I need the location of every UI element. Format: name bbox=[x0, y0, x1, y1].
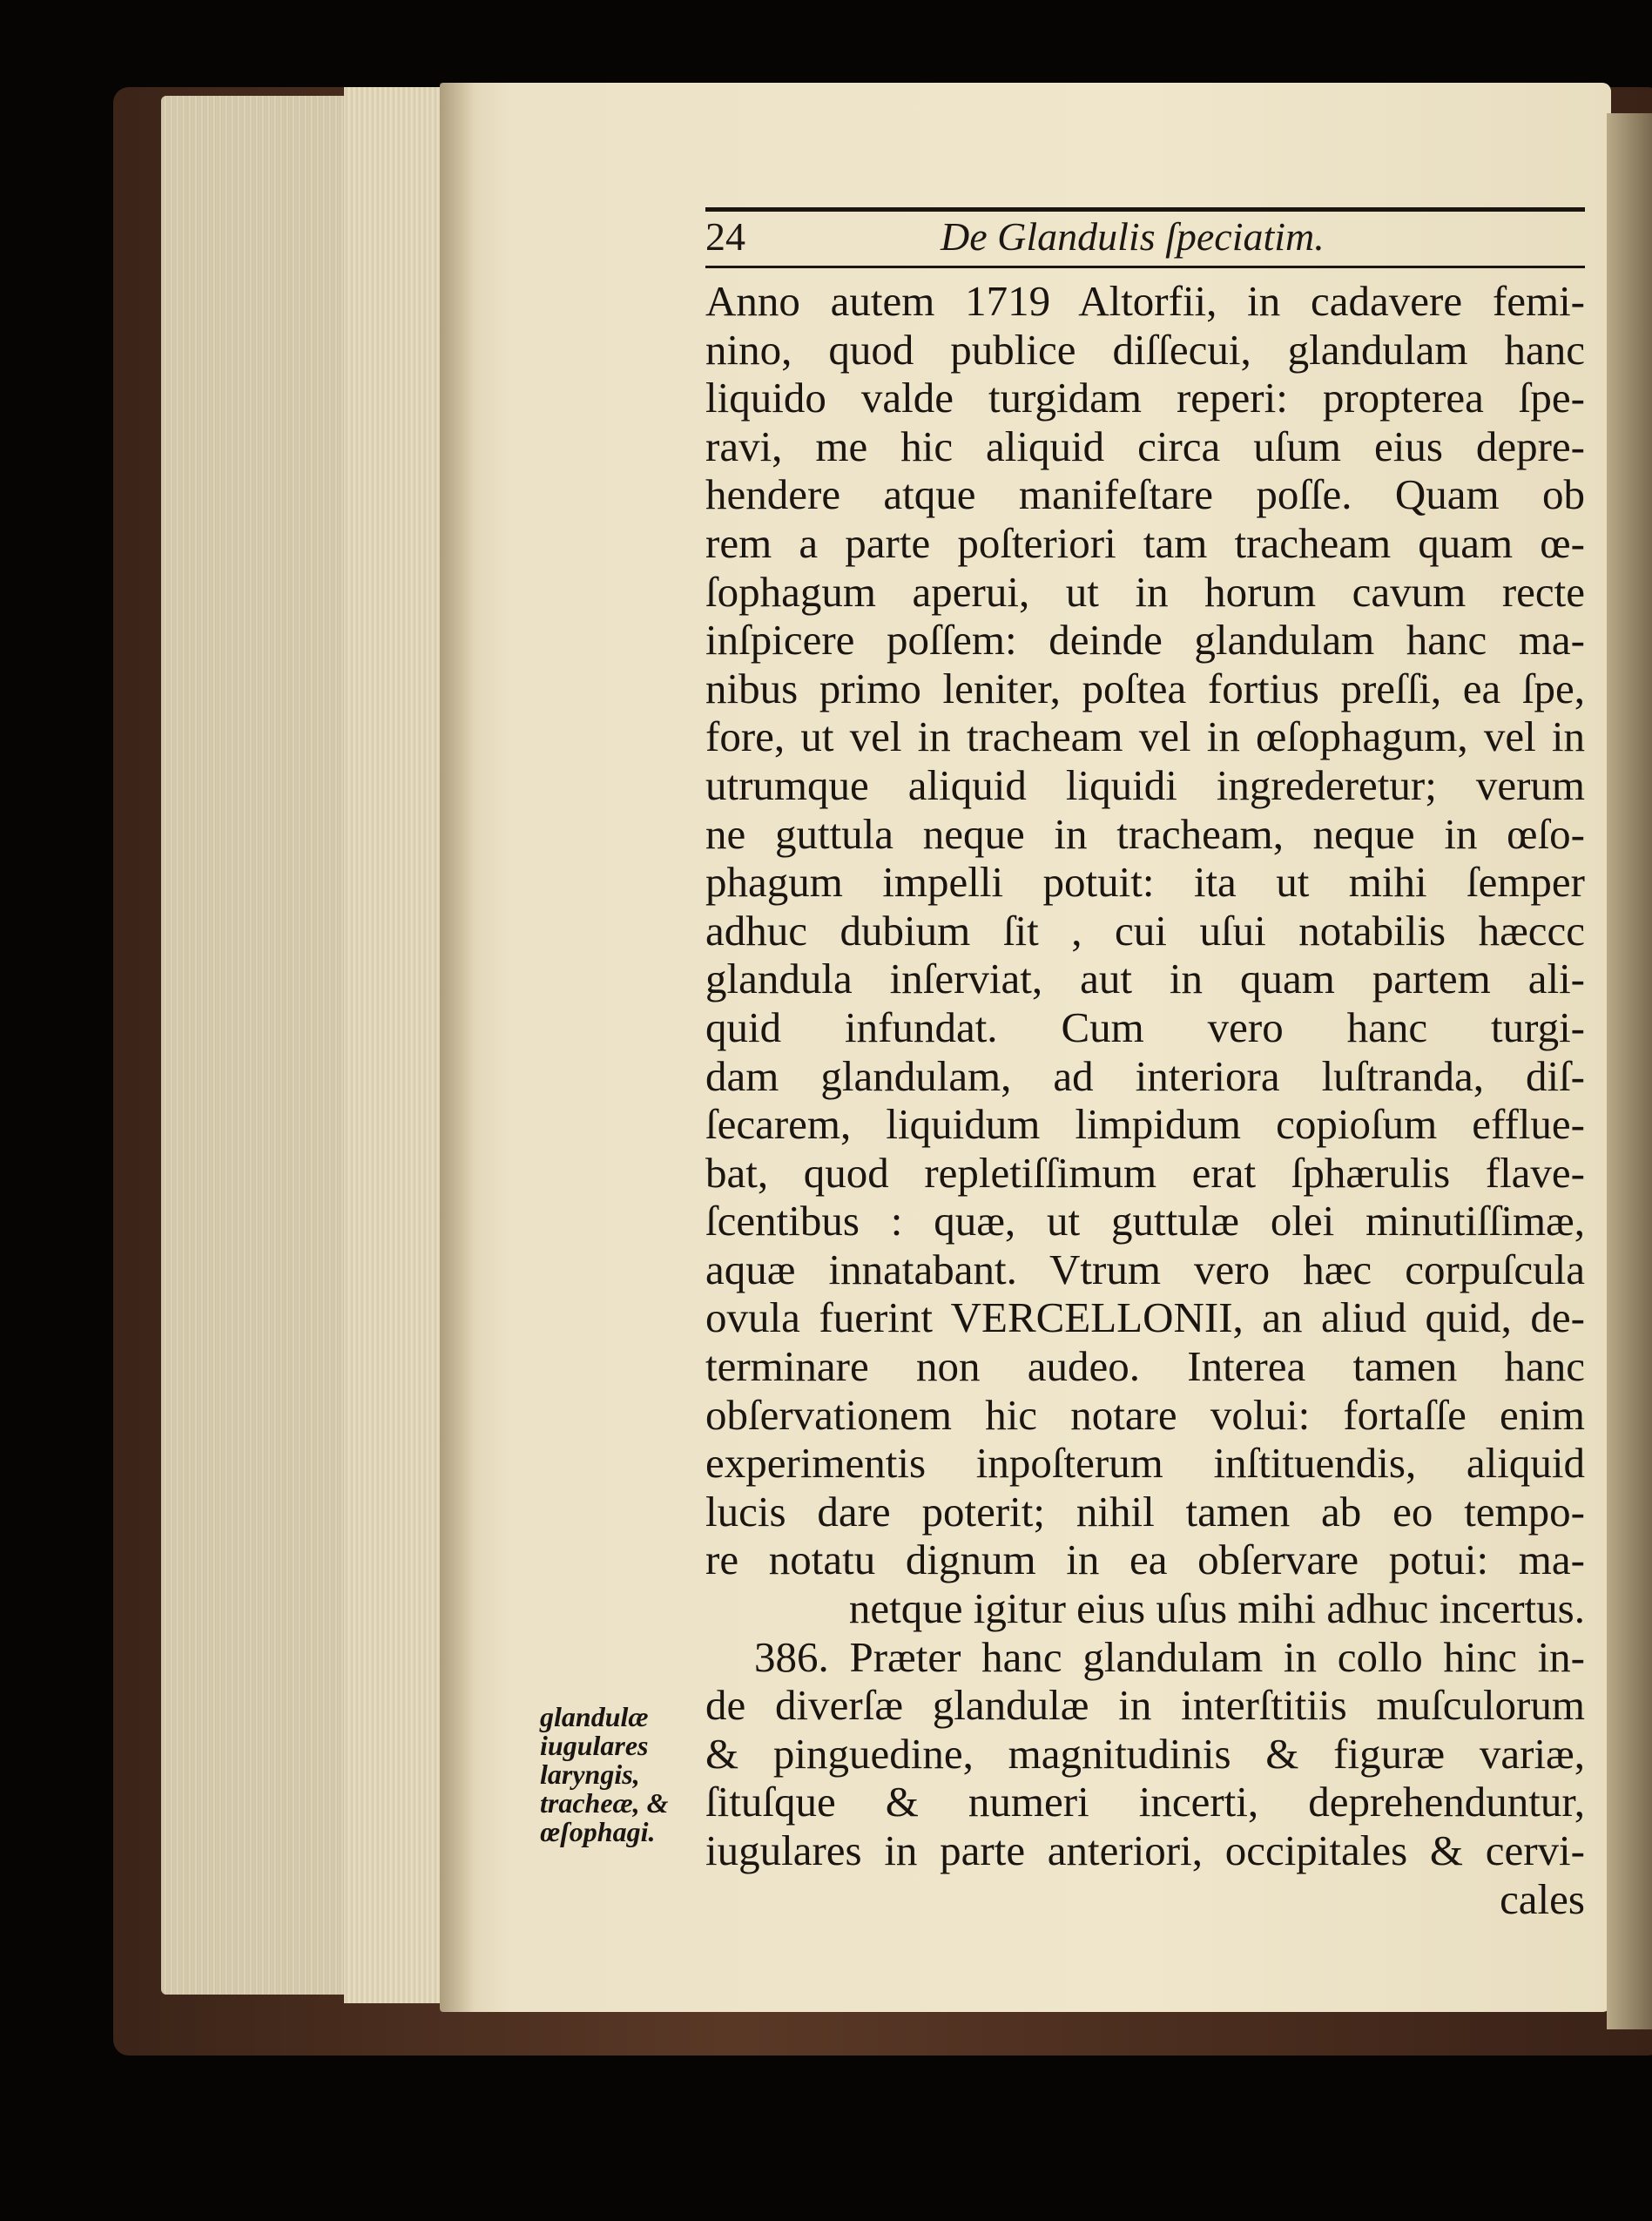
text-line: obſervationem hic notare volui: fortaſſe enim bbox=[705, 1390, 1585, 1439]
text-line: rem a parte poſteriori tam tracheam quam œ- bbox=[705, 518, 1585, 567]
text-line: ſcentibus : quæ, ut guttulæ olei minutiſſimæ, bbox=[705, 1197, 1585, 1246]
text-line: utrumque aliquid liquidi ingrederetur; verum bbox=[705, 760, 1585, 809]
text-line: quid infundat. Cum vero hanc turgi- bbox=[705, 1002, 1585, 1051]
text-line: hendere atque manifeſtare poſſe. Quam ob bbox=[705, 470, 1585, 519]
margin-note-line: laryngis, bbox=[540, 1759, 640, 1790]
text-line: netque igitur eius uſus mihi adhuc incertus. bbox=[848, 1584, 1585, 1633]
text-line: adhuc dubium ſit , cui uſui notabilis hæccc bbox=[705, 906, 1585, 955]
text-line: ravi, me hic aliquid circa uſum eius depre- bbox=[705, 422, 1585, 470]
text-line: inſpicere poſſem: deinde glandulam hanc ma- bbox=[705, 616, 1585, 665]
marginal-note bbox=[540, 1703, 697, 1846]
text-line: fore, ut vel in tracheam vel in œſophagum, vel in bbox=[705, 712, 1585, 761]
text-line: ſophagum aperui, ut in horum cavum recte bbox=[705, 567, 1585, 616]
text-line: Anno autem 1719 Altorfii, in cadavere femi- bbox=[705, 277, 1585, 325]
margin-note-line: œſophagi. bbox=[540, 1816, 656, 1847]
margin-note-line: glandulæ bbox=[540, 1701, 649, 1732]
text-line: re notatu dignum in ea obſervare potui: ma- bbox=[705, 1536, 1585, 1584]
paragraph-start-line: 386. Præter hanc glandulam in collo hinc in- bbox=[754, 1632, 1585, 1681]
text-line: nino, quod publice diſſecui, glandulam hanc bbox=[705, 325, 1585, 374]
margin-note-line: iugulares bbox=[540, 1730, 649, 1761]
text-line: de diverſæ glandulæ in interſtitiis muſculorum bbox=[705, 1681, 1585, 1730]
text-line: glandula inſerviat, aut in quam partem ali- bbox=[705, 955, 1585, 1003]
text-line: & pinguedine, magnitudinis & figuræ variæ, bbox=[705, 1729, 1585, 1778]
text-line: lucis dare poterit; nihil tamen ab eo tempo- bbox=[705, 1487, 1585, 1536]
text-line: liquido valde turgidam reperi: propterea ſpe- bbox=[705, 374, 1585, 422]
text-line: ſecarem, liquidum limpidum copioſum efflue- bbox=[705, 1100, 1585, 1149]
catchword-line: cales bbox=[1500, 1874, 1585, 1923]
text-line: nibus primo leniter, poſtea fortius preſſi, ea ſpe, bbox=[705, 664, 1585, 712]
header-rule-bottom bbox=[705, 266, 1585, 268]
text-line: ovula fuerint VERCELLONII, an aliud quid, de- bbox=[705, 1293, 1585, 1342]
text-line: bat, quod repletiſſimum erat ſphærulis flave- bbox=[705, 1148, 1585, 1197]
body-text bbox=[705, 277, 1585, 1923]
text-line: phagum impelli potuit: ita ut mihi ſemper bbox=[705, 858, 1585, 907]
page-number: 24 bbox=[705, 214, 745, 259]
header-rule-top bbox=[705, 207, 1585, 212]
right-page-edge bbox=[1607, 113, 1652, 2029]
text-line: ne guttula neque in tracheam, neque in œſo- bbox=[705, 809, 1585, 858]
margin-note-line: tracheæ, & bbox=[540, 1787, 669, 1819]
text-line: dam glandulam, ad interiora luſtranda, diſ- bbox=[705, 1051, 1585, 1100]
text-line: aquæ innatabant. Vtrum vero hæc corpuſcula bbox=[705, 1245, 1585, 1293]
text-line: ſituſque & numeri incerti, deprehenduntur, bbox=[705, 1778, 1585, 1826]
page-fore-edge bbox=[344, 87, 450, 2003]
gutter-shadow bbox=[440, 83, 475, 2012]
text-line: iugulares in parte anteriori, occipitales & cervi- bbox=[705, 1826, 1585, 1874]
text-line: terminare non audeo. Interea tamen hanc bbox=[705, 1342, 1585, 1391]
running-head: De Glandulis ſpeciatim. bbox=[941, 214, 1325, 259]
text-line: experimentis inpoſterum inſtituendis, aliquid bbox=[705, 1439, 1585, 1488]
